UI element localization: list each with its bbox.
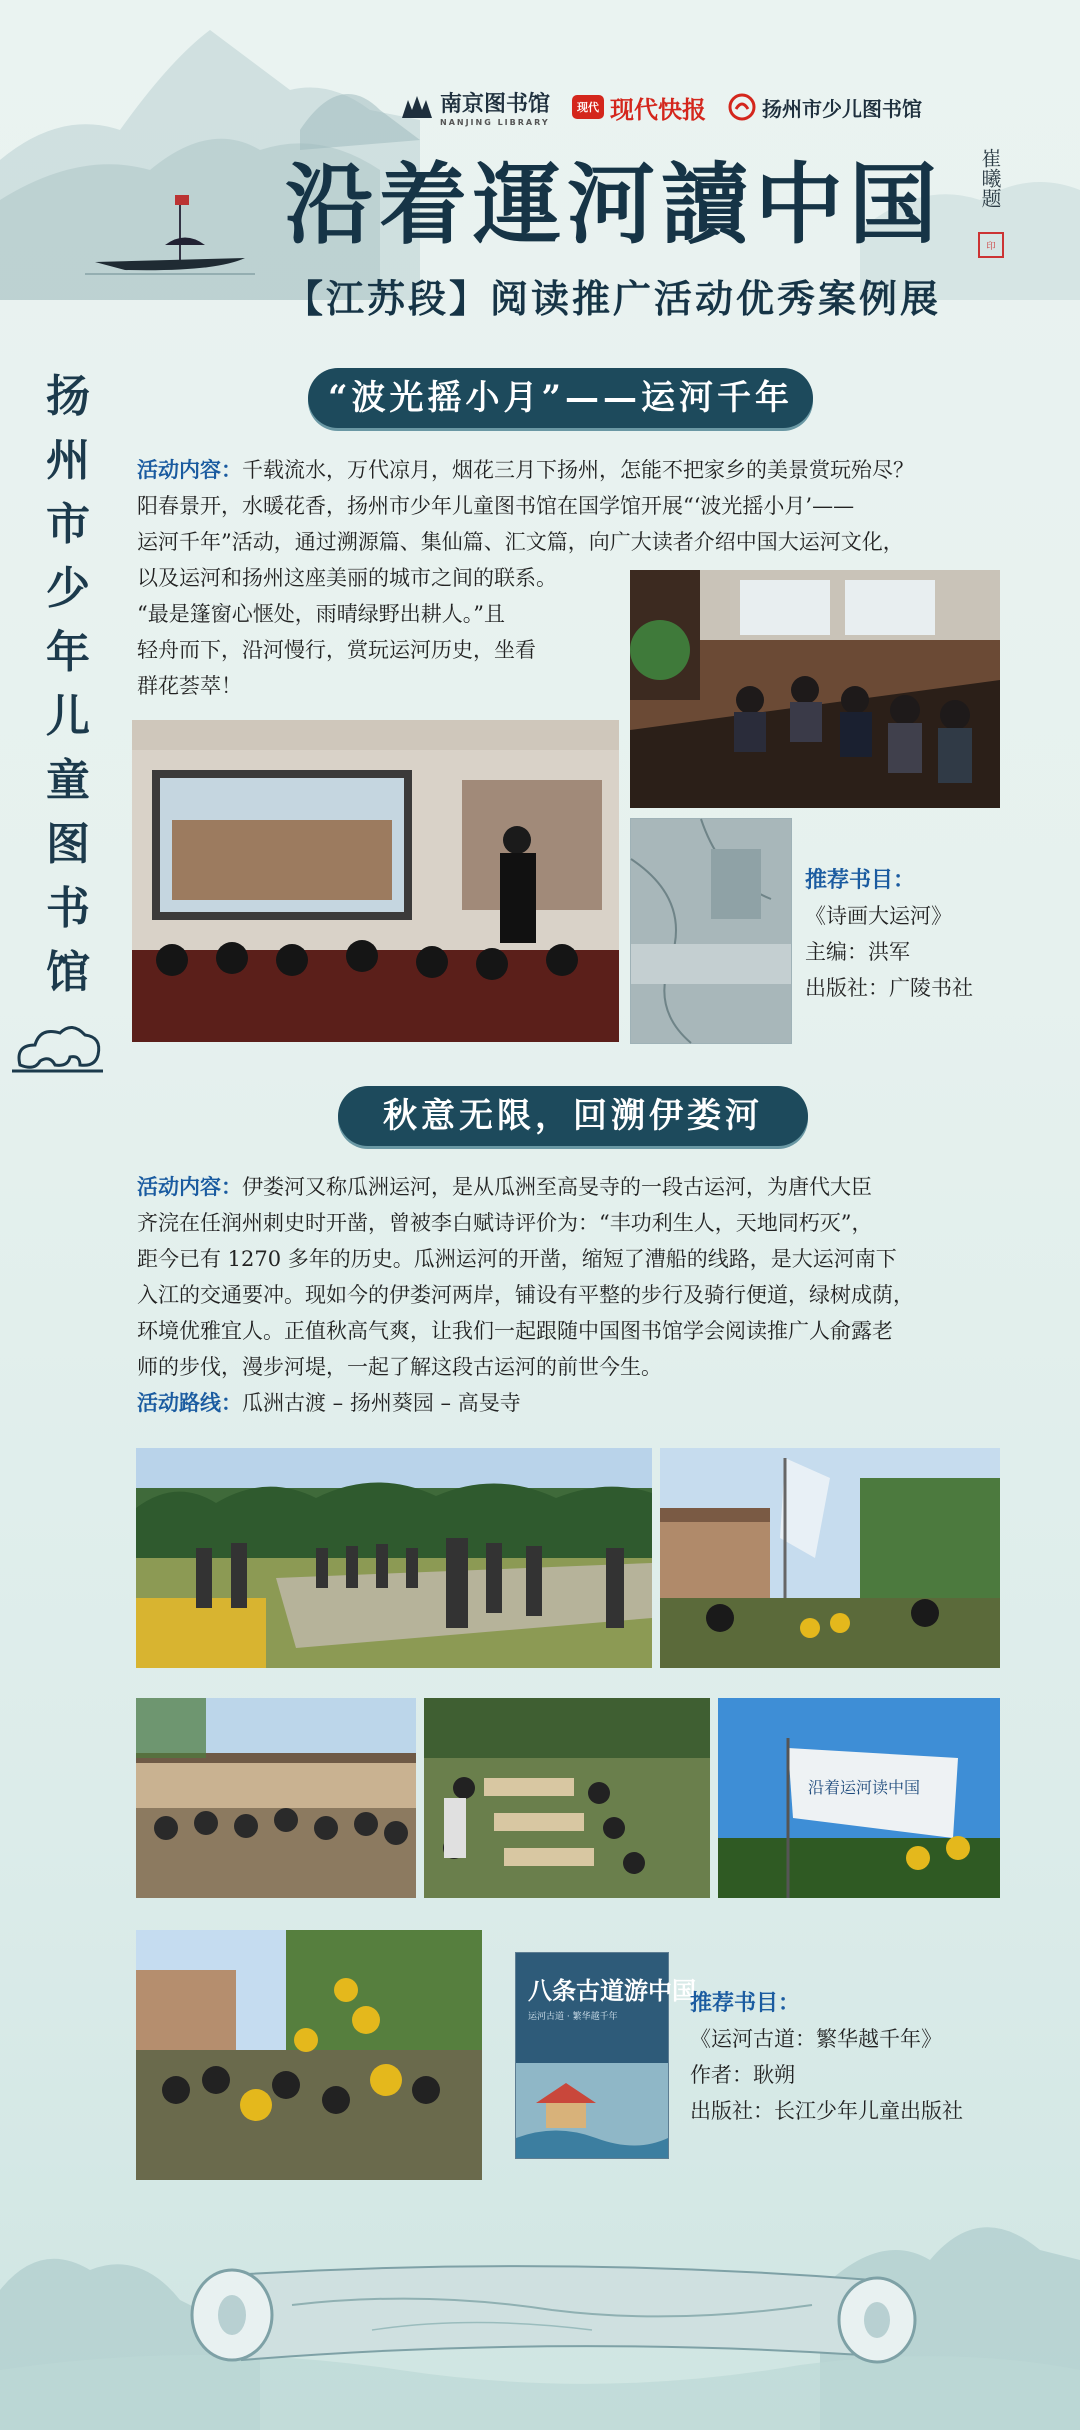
library-name-char: 书 (46, 883, 90, 934)
nanjing-library-name: 南京图书馆 (440, 92, 551, 117)
scroll-map-illustration (172, 2235, 942, 2380)
modern-express-logo (572, 90, 706, 125)
library-name-char: 童 (46, 755, 90, 806)
photo-lecture-projection (132, 720, 619, 1042)
book1-editor: 主编：洪军 (805, 940, 910, 964)
section2-content (137, 1169, 1017, 1421)
nanjing-library-sub: NANJING LIBRARY (440, 118, 550, 127)
photo-outdoor-reading-tables (424, 1698, 710, 1898)
modern-express-name: 现代快报 (610, 95, 707, 124)
route-text: 瓜洲古渡 – 扬州葵园 – 高旻寺 (242, 1391, 521, 1415)
book2-title: 《运河古道：繁华越千年》 (690, 2027, 942, 2051)
section1-line: 阳春景开，水暖花香，扬州市少年儿童图书馆在国学馆开展“‘波光摇小月’—— (137, 494, 855, 518)
section1-book-recommendation (805, 862, 1005, 1006)
book2-author: 作者：耿朔 (690, 2063, 795, 2087)
book2-cover-sub: 运河古道 · 繁华越千年 (528, 2012, 618, 2022)
red-seal-stamp: 印 (978, 232, 1004, 258)
section1-line: 以及运河和扬州这座美丽的城市之间的联系。 (137, 566, 557, 590)
book2-publisher: 出版社：长江少年儿童出版社 (690, 2099, 963, 2123)
calligrapher-signature: 崔曦题 (978, 148, 1002, 208)
book1-label: 推荐书目： (805, 867, 916, 893)
section1-content-continued (137, 596, 617, 704)
library-name-vertical (38, 365, 98, 1005)
photo-village-crowd (136, 1698, 416, 1898)
main-title: 沿着運河讀中国 (285, 152, 944, 256)
photo-reading-room-children (630, 570, 1000, 808)
sub-title: 【江苏段】阅读推广活动优秀案例展 (285, 276, 942, 321)
photo-river-walk-group (136, 1448, 652, 1668)
library-name-char: 年 (46, 627, 90, 678)
library-name-char: 市 (46, 499, 90, 550)
book1-publisher: 出版社：广陵书社 (805, 976, 973, 1000)
section2-line: 师的步伐，漫步河堤，一起了解这段古运河的前世今生。 (137, 1355, 662, 1379)
book1-title: 《诗画大运河》 (805, 904, 952, 928)
photo-banner-sunflowers (718, 1698, 1000, 1898)
section2-content-label: 活动内容： (137, 1174, 242, 1199)
auspicious-cloud-icon (10, 1015, 105, 1077)
section2-line: 伊娄河又称瓜洲运河，是从瓜洲至高旻寺的一段古运河，为唐代大臣 (242, 1175, 872, 1199)
section1-line: 轻舟而下，沿河慢行，赏玩运河历史，坐看 (137, 638, 536, 662)
section2-line: 入江的交通要冲。现如今的伊娄河两岸，铺设有平整的步行及骑行便道，绿树成荫， (137, 1283, 914, 1307)
library-name-char: 州 (46, 435, 90, 486)
section1-line: 千载流水，万代凉月，烟花三月下扬州，怎能不把家乡的美景赏玩殆尽？ (242, 458, 914, 482)
section2-line: 环境优雅宜人。正值秋高气爽，让我们一起跟随中国图书馆学会阅读推广人俞露老 (137, 1319, 893, 1343)
section2-heading: 秋意无限，回溯伊娄河 (338, 1086, 808, 1146)
book-cover-yunhe-gudao (515, 1952, 696, 2159)
library-name-char: 扬 (46, 371, 90, 422)
yangzhou-library-logo (728, 93, 922, 122)
yangzhou-library-name: 扬州市少儿图书馆 (762, 96, 923, 121)
library-name-char: 图 (46, 819, 90, 870)
library-building-icon (400, 92, 434, 122)
modern-express-badge: 现代 (572, 95, 604, 119)
banner-text: 沿着运河读中国 (808, 1778, 921, 1797)
photo-flag-sunflowers (660, 1448, 1000, 1668)
book2-label: 推荐书目： (690, 1990, 801, 2016)
section2-line: 距今已有 1270 多年的历史。瓜洲运河的开凿，缩短了漕船的线路，是大运河南下 (137, 1247, 897, 1271)
section1-line: “最是篷窗心惬处，雨晴绿野出耕人。”且 (137, 602, 505, 626)
logo-row (400, 82, 1030, 132)
route-label: 活动路线： (137, 1390, 242, 1415)
section1-line: 群花荟萃！ (137, 674, 242, 698)
library-name-char: 少 (46, 563, 90, 614)
book-cover-shihua-dayunhe (630, 818, 792, 1044)
library-emblem-icon (728, 93, 756, 121)
section1-content-label: 活动内容： (137, 457, 242, 482)
boat-illustration (85, 190, 255, 280)
library-name-char: 儿 (46, 691, 90, 742)
section2-book-recommendation (690, 1985, 1010, 2129)
section1-heading: “波光摇小月”——运河千年 (308, 368, 813, 428)
nanjing-library-logo (400, 87, 550, 127)
book2-cover-title: 八条古道游中国 (528, 1976, 696, 2005)
library-name-char: 馆 (46, 947, 90, 998)
section2-line: 齐浣在任润州刺史时开凿，曾被李白赋诗评价为：“丰功利生人，天地同朽灭”， (137, 1211, 873, 1235)
section1-line: 运河千年”活动，通过溯源篇、集仙篇、汇文篇，向广大读者介绍中国大运河文化， (137, 530, 904, 554)
